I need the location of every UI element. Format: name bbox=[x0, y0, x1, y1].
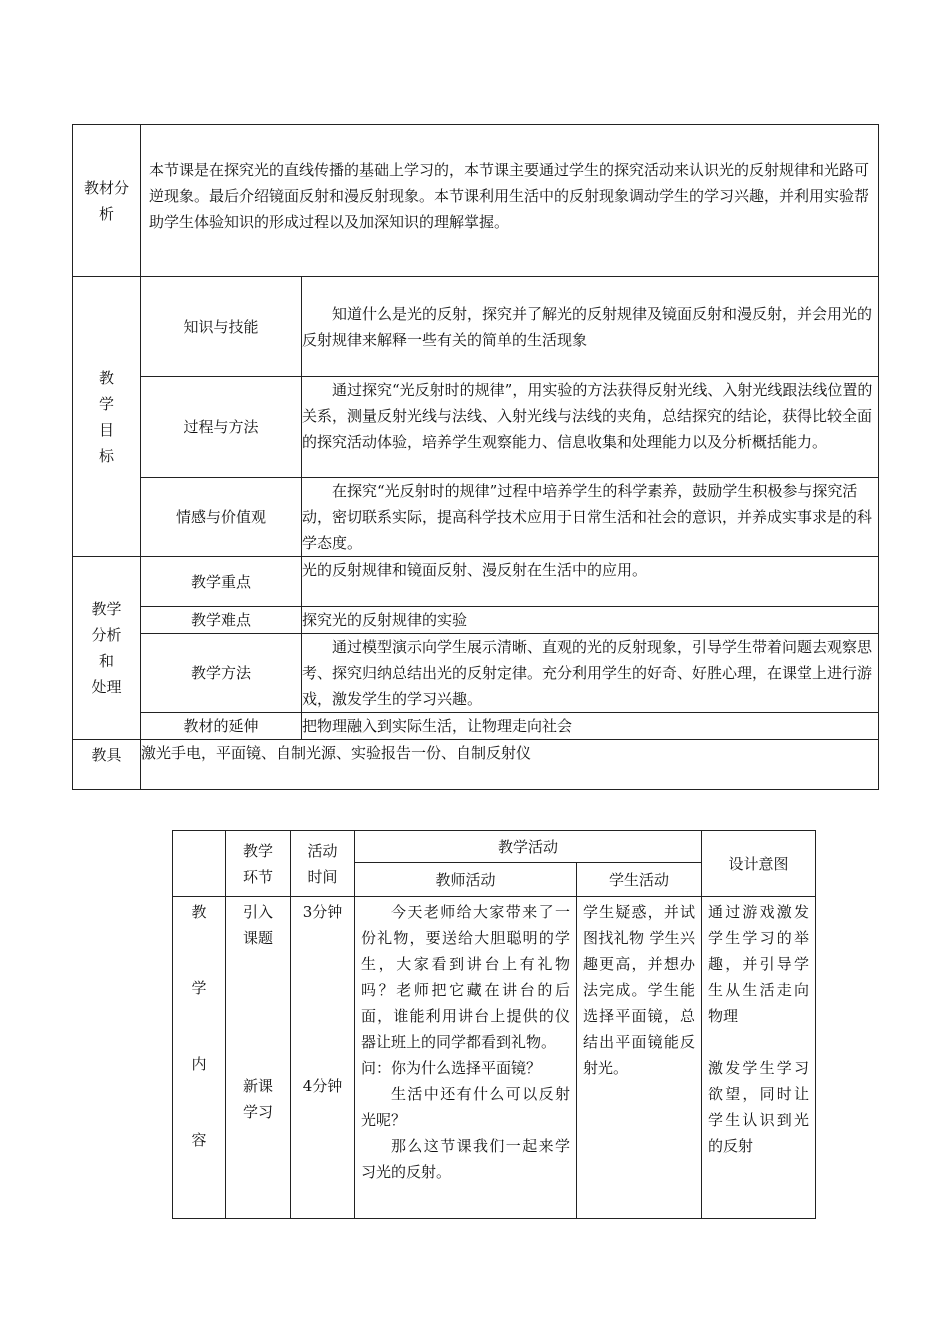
header-teaching-activity: 教学活动 bbox=[355, 831, 702, 863]
teaching-goals-label: 教 学 目 标 bbox=[73, 277, 141, 557]
section-label-teaching-content: 教 学 内 容 bbox=[173, 897, 226, 1219]
goal-label-knowledge: 知识与技能 bbox=[141, 277, 302, 377]
stage-column bbox=[226, 897, 291, 1219]
tools-label: 教具 bbox=[73, 740, 141, 790]
header-design-intent: 设计意图 bbox=[702, 831, 816, 897]
analysis-label-method: 教学方法 bbox=[141, 634, 302, 713]
analysis-text-key-point: 光的反射规律和镜面反射、漫反射在生活中的应用。 bbox=[302, 557, 879, 607]
time-column bbox=[291, 897, 355, 1219]
material-analysis-text: 本节课是在探究光的直线传播的基础上学习的，本节课主要通过学生的探究活动来认识光的反射规律和光路可逆现象。最后介绍镜面反射和漫反射现象。本节课利用生活中的反射现象调动学生的学习兴趣，并利用实验帮助学生体验知识的形成过程以及加深知识的理解掌握。 bbox=[141, 125, 879, 277]
stage-new-lesson-time: 4分钟 bbox=[302, 1077, 343, 1095]
tools-text: 激光手电，平面镜、自制光源、实验报告一份、自制反射仪 bbox=[141, 740, 879, 790]
header-corner bbox=[173, 831, 226, 897]
goal-text-emotion: 在探究“光反射时的规律”过程中培养学生的科学素养，鼓励学生积极参与探究活动，密切联系实际，提高科学技术应用于日常生活和社会的意识，并养成实事求是的科学态度。 bbox=[302, 478, 879, 557]
analysis-label-key-point: 教学重点 bbox=[141, 557, 302, 607]
header-stage: 教学 环节 bbox=[226, 831, 291, 897]
teaching-analysis-label: 教学 分析 和 处理 bbox=[73, 557, 141, 740]
teacher-activity-text-4: 那么这节课我们一起来学习光的反射。 bbox=[361, 1137, 570, 1181]
header-time: 活动 时间 bbox=[291, 831, 355, 897]
goal-label-process: 过程与方法 bbox=[141, 377, 302, 478]
design-intent-cell bbox=[702, 897, 816, 1219]
lesson-process-table bbox=[172, 830, 816, 1219]
design-intent-text-2: 激发学生学习欲望，同时让学生认识到光的反射 bbox=[708, 1059, 810, 1155]
analysis-label-difficulty: 教学难点 bbox=[141, 607, 302, 634]
teacher-activity-cell bbox=[355, 897, 577, 1219]
header-teacher-activity: 教师活动 bbox=[355, 863, 577, 897]
goal-text-process: 通过探究“光反射时的规律”，用实验的方法获得反射光线、入射光线跟法线位置的关系，测量反射光线与法线、入射光线与法线的夹角，总结探究的结论，获得比较全面的探究活动体验，培养学生观察能力、信息收集和处理能力以及分析概括能力。 bbox=[302, 377, 879, 478]
teacher-activity-text-1: 今天老师给大家带来了一份礼物，要送给大胆聪明的学生，大家看到讲台上有礼物吗？老师把它藏在讲台的后面，谁能利用讲台上提供的仪器让班上的同学都看到礼物。 bbox=[361, 903, 570, 1051]
lesson-overview-table bbox=[72, 124, 879, 790]
analysis-label-extension: 教材的延伸 bbox=[141, 713, 302, 740]
analysis-text-method: 通过模型演示向学生展示清晰、直观的光的反射现象，引导学生带着问题去观察思考、探究归纳总结出光的反射定律。充分利用学生的好奇、好胜心理，在课堂上进行游戏，激发学生的学习兴趣。 bbox=[302, 634, 879, 713]
material-analysis-label: 教材分 析 bbox=[73, 125, 141, 277]
student-activity-cell: 学生疑惑，并试图找礼物 学生兴趣更高，并想办法完成。学生能选择平面镜，总结出平面镜能反射光。 bbox=[577, 897, 702, 1219]
goal-label-emotion: 情感与价值观 bbox=[141, 478, 302, 557]
teacher-activity-text-3: 生活中还有什么可以反射光呢？ bbox=[361, 1085, 570, 1129]
header-student-activity: 学生活动 bbox=[577, 863, 702, 897]
teacher-activity-text-2: 问：你为什么选择平面镜？ bbox=[361, 1059, 542, 1077]
stage-intro: 引入 课题 bbox=[242, 903, 273, 947]
design-intent-text-1: 通过游戏激发学生学习的举趣，并引导学生从生活走向物理 bbox=[708, 903, 810, 1025]
stage-new-lesson: 新课 学习 bbox=[242, 1077, 273, 1121]
analysis-text-extension: 把物理融入到实际生活，让物理走向社会 bbox=[302, 713, 879, 740]
goal-text-knowledge: 知道什么是光的反射，探究并了解光的反射规律及镜面反射和漫反射，并会用光的反射规律来解释一些有关的简单的生活现象 bbox=[302, 277, 879, 377]
stage-intro-time: 3分钟 bbox=[302, 903, 343, 921]
analysis-text-difficulty: 探究光的反射规律的实验 bbox=[302, 607, 879, 634]
